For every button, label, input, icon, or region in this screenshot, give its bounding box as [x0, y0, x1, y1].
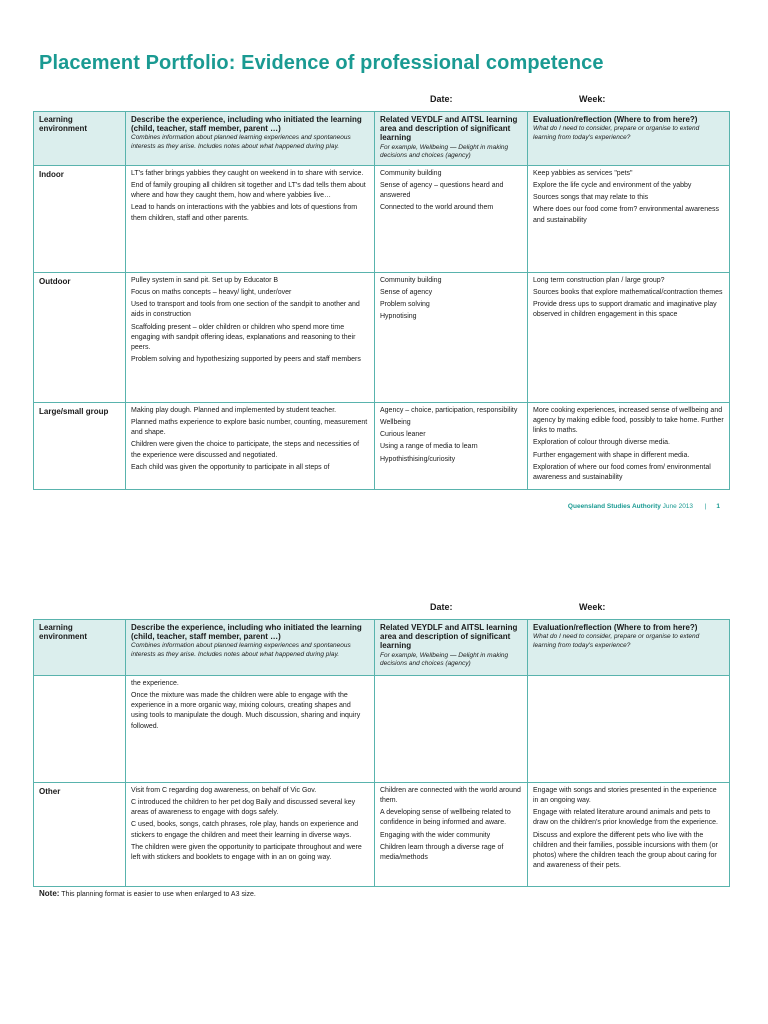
note-label: Note: [39, 889, 60, 898]
paragraph: Connected to the world around them [380, 204, 494, 212]
cell-learning-environment [34, 166, 126, 273]
cell-experience [126, 403, 375, 490]
table-header-row [34, 112, 730, 166]
paragraph: More cooking experiences, increased sense of wellbeing and agency by making edible food, possibly to take home. Further links to maths. [533, 407, 724, 435]
cell-learning-area [375, 273, 528, 403]
paragraph: Making play dough. Planned and implemented by student teacher. [131, 407, 337, 414]
cell-experience [126, 166, 375, 273]
environment-label: Other [39, 787, 61, 796]
footer-date: June 2013 [662, 503, 694, 510]
cell-experience [126, 783, 375, 887]
paragraph: End of family grouping all children sit together and LT's dad tells them about where and how they caught them, how and where yabbies live… [131, 182, 366, 200]
paragraph: Using a range of media to learn [380, 443, 478, 451]
paragraph: C used, books, songs, catch phrases, role play, hands on experience and stickers to engage the children and meet their learning in diverse ways. [131, 821, 359, 839]
paragraph: Children were given the choice to participate, the steps and necessities of the experience were discussed and negotiated. [131, 441, 360, 459]
cell-evaluation [528, 676, 730, 783]
paragraph: Children are connected with the world around them. [380, 787, 521, 805]
paragraph: The children were given the opportunity to participate throughout and were left with stickers and booklets to engage with in an on going way. [131, 843, 362, 861]
paragraph: Engaging with the wider community [380, 831, 491, 839]
cell-evaluation [528, 783, 730, 887]
paragraph: Community building [380, 170, 442, 177]
paragraph: Problem solving and hypothesizing supported by peers and staff members [131, 355, 361, 363]
note [39, 889, 256, 898]
paragraph: LT's father brings yabbies they caught on weekend in to share with service. [131, 170, 364, 177]
table-header-row [34, 620, 730, 676]
header-related-learning: Related VEYDLF and AITSL learning area and description of significant learning For example, Wellbeing — Delight in making decisions and choices (agency) [375, 620, 528, 676]
note-text: This planning format is easier to use when enlarged to A3 size. [61, 891, 256, 898]
paragraph: Once the mixture was made the children were able to engage with the experience in a more organic way, mixing colours, creating shapes and using tools to manipulate the dough. Much discussion, sharing and inquiry followed. [131, 692, 361, 730]
footer-page-number: 1 [716, 503, 720, 510]
cell-learning-area [375, 166, 528, 273]
date-label-2: Date: [430, 602, 453, 612]
table-row [34, 403, 730, 490]
paragraph: Keep yabbies as services "pets" [533, 170, 633, 177]
header-evaluation: Evaluation/reflection (Where to from here?) What do I need to consider, prepare or organise to extend learning from today's experience? [528, 620, 730, 676]
paragraph: Curious leaner [380, 431, 426, 439]
paragraph: Visit from C regarding dog awareness, on behalf of Vic Gov. [131, 787, 317, 794]
paragraph: Pulley system in sand pit. Set up by Educator B [131, 277, 279, 284]
paragraph: Sense of agency [380, 289, 433, 297]
paragraph: Lead to hands on interactions with the yabbies and lots of questions from them children, staff and other parents. [131, 204, 358, 222]
paragraph: Used to transport and tools from one section of the sandpit to another and aids in construction [131, 301, 360, 319]
header-evaluation: Evaluation/reflection (Where to from here?) What do I need to consider, prepare or organise to extend learning from today's experience? [528, 112, 730, 166]
paragraph: Hypnotising [380, 313, 417, 321]
paragraph: Provide dress ups to support dramatic and imaginative play observed in children engagement in this space [533, 301, 717, 319]
paragraph: Hypothisthising/curiosity [380, 455, 456, 463]
paragraph: A developing sense of wellbeing related to confidence in being informed and aware. [380, 809, 511, 827]
paragraph: Exploration of where our food comes from/ environmental awareness and sustainability [533, 463, 711, 481]
paragraph: Sense of agency – questions heard and answered [380, 182, 504, 200]
header-describe-experience: Describe the experience, including who initiated the learning (child, teacher, staff member, parent …) Combines information about planned learning experiences and spontaneous interests as they arise. Includes notes about what happened during play. [126, 112, 375, 166]
paragraph: Engage with related literature around animals and pets to draw on the children's prior knowledge from the experience. [533, 809, 718, 827]
environment-label: Outdoor [39, 277, 71, 286]
cell-learning-area [375, 783, 528, 887]
table-row [34, 676, 730, 783]
cell-learning-environment [34, 783, 126, 887]
week-label: Week: [579, 94, 606, 104]
paragraph: Engage with songs and stories presented in the experience in an ongoing way. [533, 787, 717, 805]
page-footer [568, 503, 720, 510]
table-row [34, 783, 730, 887]
cell-evaluation [528, 273, 730, 403]
paragraph: Sources books that explore mathematical/contraction themes [533, 289, 723, 297]
footer-separator: | [704, 503, 707, 510]
cell-evaluation [528, 403, 730, 490]
paragraph: Where does our food come from? environmental awareness and sustainability [533, 206, 719, 224]
paragraph: Community building [380, 277, 442, 284]
paragraph: Wellbeing [380, 419, 411, 427]
week-label-2: Week: [579, 602, 606, 612]
table-row [34, 166, 730, 273]
footer-org: Queensland Studies Authority [567, 503, 661, 510]
date-label: Date: [430, 94, 453, 104]
paragraph: Agency – choice, participation, responsibility [380, 407, 518, 414]
cell-learning-environment [34, 676, 126, 783]
paragraph: the experience. [131, 680, 179, 687]
header-learning-environment: Learning environment [34, 112, 126, 166]
paragraph: Explore the life cycle and environment of the yabby [533, 182, 692, 190]
paragraph: Focus on maths concepts – heavy/ light, under/over [131, 289, 292, 297]
cell-learning-environment [34, 403, 126, 490]
portfolio-table-2 [33, 619, 730, 887]
header-learning-environment: Learning environment [34, 620, 126, 676]
paragraph: Problem solving [380, 301, 430, 309]
paragraph: Further engagement with shape in different media. [533, 451, 690, 459]
table-row [34, 273, 730, 403]
paragraph: Long term construction plan / large group? [533, 277, 665, 284]
paragraph: Each child was given the opportunity to participate in all steps of [131, 463, 330, 471]
cell-evaluation [528, 166, 730, 273]
paragraph: Scaffolding present – older children or children who spend more time engaging with sandpit offering ideas, explanations and reasoning to their peers. [131, 323, 356, 351]
portfolio-table-1 [33, 111, 730, 490]
cell-learning-area [375, 676, 528, 783]
paragraph: Exploration of colour through diverse media. [533, 439, 670, 447]
cell-experience [126, 273, 375, 403]
environment-label: Large/small group [39, 407, 109, 416]
cell-learning-area [375, 403, 528, 490]
cell-learning-environment [34, 273, 126, 403]
paragraph: Children learn through a diverse rage of media/methods [380, 843, 504, 861]
header-describe-experience: Describe the experience, including who initiated the learning (child, teacher, staff member, parent …) Combines information about planned learning experiences and spontaneous interests as they arise. Includes notes about what happened during play. [126, 620, 375, 676]
paragraph: Sources songs that may relate to this [533, 194, 649, 202]
header-related-learning: Related VEYDLF and AITSL learning area and description of significant learning For example, Wellbeing — Delight in making decisions and choices (agency) [375, 112, 528, 166]
cell-experience [126, 676, 375, 783]
paragraph: Discuss and explore the different pets who live with the children and their families, possible incursions with them (or photos) where the children teach the group about caring for and awareness of their pets. [533, 831, 718, 869]
environment-label: Indoor [39, 170, 64, 179]
paragraph: Planned maths experience to explore basic number, counting, measurement and shape. [131, 419, 368, 437]
page-title: Placement Portfolio: Evidence of professional competence [39, 52, 604, 74]
paragraph: C introduced the children to her pet dog Baily and discussed several key areas of awareness to engage with dogs safely. [131, 799, 356, 817]
